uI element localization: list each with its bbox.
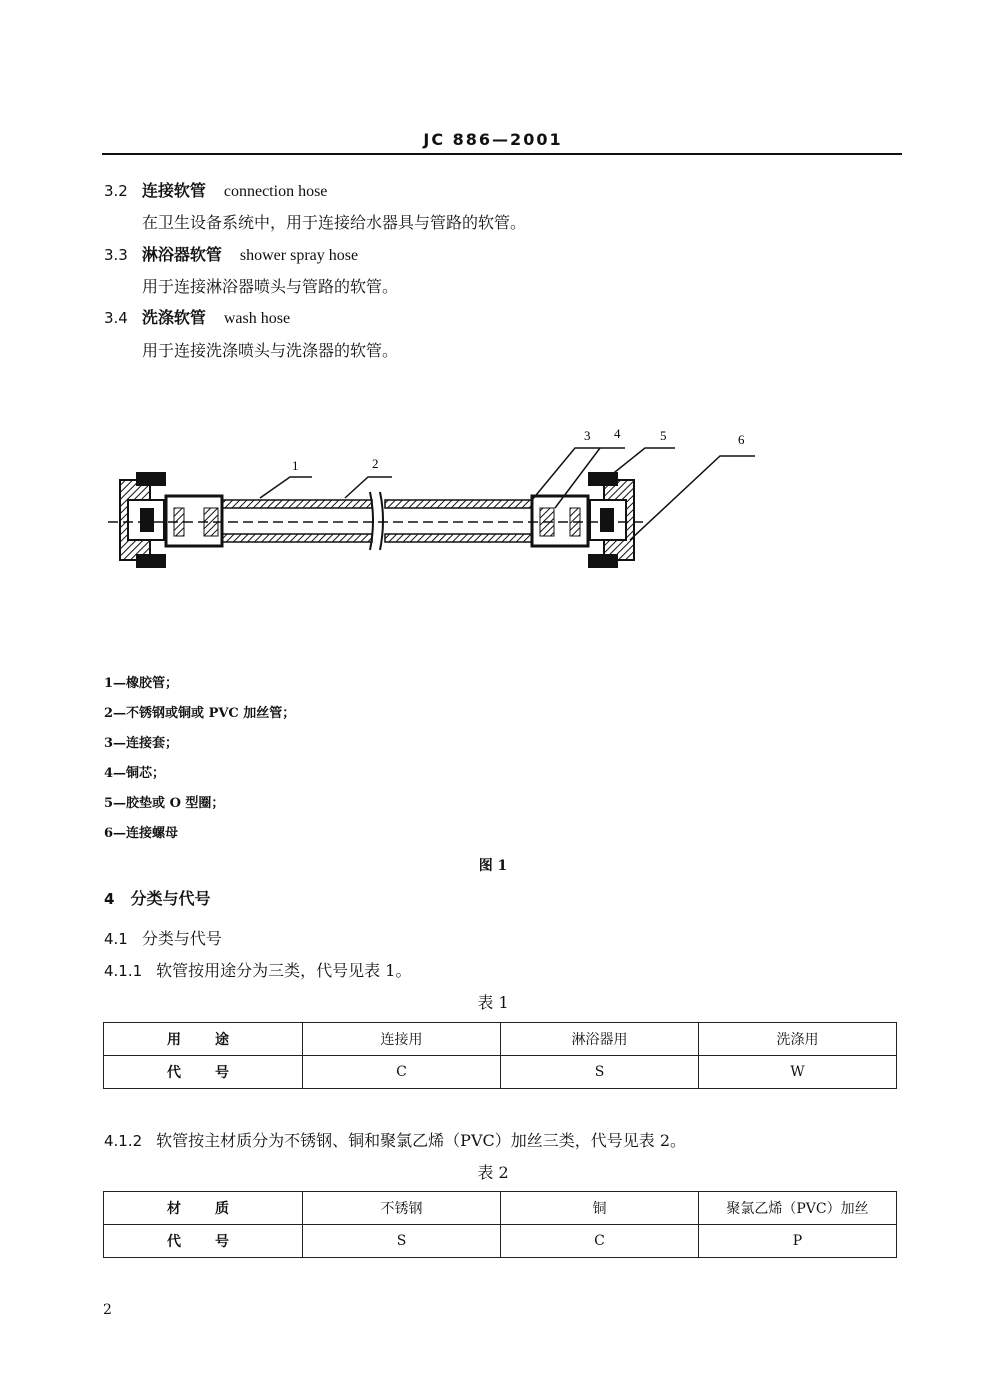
term-zh: 淋浴器软管 xyxy=(141,245,222,264)
table-row xyxy=(104,1192,897,1225)
callout-5: 5 xyxy=(660,428,667,443)
term-zh: 洗涤软管 xyxy=(141,308,206,327)
section-3-3-heading xyxy=(104,242,358,265)
page-header: JC 886—2001 xyxy=(423,130,563,149)
section-number: 4.1.2 xyxy=(104,1132,143,1150)
legend-item: 5—胶垫或 O 型圈； xyxy=(104,796,225,811)
section-number: 4.1.1 xyxy=(104,962,143,980)
section-4-1-2 xyxy=(104,1128,686,1151)
table-cell: 洗涤用 xyxy=(699,1023,897,1056)
table-cell: 连接用 xyxy=(303,1023,501,1056)
table-1-title: 表 1 xyxy=(477,993,509,1012)
left-connection-sleeve xyxy=(166,496,222,546)
legend-item: 6—连接螺母 xyxy=(104,826,179,841)
section-number: 4 xyxy=(104,890,115,908)
hose-body-left xyxy=(222,500,372,542)
table-cell: C xyxy=(303,1056,501,1089)
section-3-2-desc: 在卫生设备系统中，用于连接给水器具与管路的软管。 xyxy=(142,213,527,232)
right-connection-nut xyxy=(588,472,634,568)
section-3-4-heading xyxy=(104,305,290,328)
section-title: 分类与代号 xyxy=(130,889,211,908)
table-2 xyxy=(103,1191,897,1258)
callout-3: 3 xyxy=(584,428,591,443)
table-1 xyxy=(103,1022,897,1089)
section-3-2-heading xyxy=(104,178,327,201)
right-connection-sleeve xyxy=(532,496,588,546)
left-connection-nut xyxy=(120,472,166,568)
table-cell: 代 号 xyxy=(104,1225,303,1258)
table-cell: S xyxy=(501,1056,699,1089)
section-4-heading xyxy=(104,886,210,909)
section-number: 3.4 xyxy=(104,309,128,327)
section-4-1-1 xyxy=(104,958,411,981)
paragraph-text: 软管按主材质分为不锈钢、铜和聚氯乙烯（PVC）加丝三类，代号见表 2。 xyxy=(156,1131,687,1150)
table-row xyxy=(104,1023,897,1056)
section-number: 4.1 xyxy=(104,930,128,948)
callout-1: 1 xyxy=(292,458,299,473)
term-en: wash hose xyxy=(223,310,291,327)
table-cell: 代 号 xyxy=(104,1056,303,1089)
hose-body-right xyxy=(385,500,535,542)
hose-diagram xyxy=(100,420,800,590)
legend-item: 4—铜芯； xyxy=(104,766,166,781)
table-cell: C xyxy=(501,1225,699,1258)
callout-4: 4 xyxy=(614,426,621,441)
callout-6: 6 xyxy=(738,432,745,447)
callout-2: 2 xyxy=(372,456,379,471)
term-zh: 连接软管 xyxy=(141,181,206,200)
table-row xyxy=(104,1056,897,1089)
section-3-3-desc: 用于连接淋浴器喷头与管路的软管。 xyxy=(142,277,399,296)
table-cell: P xyxy=(699,1225,897,1258)
legend-item: 2—不锈钢或铜或 PVC 加丝管； xyxy=(104,706,296,721)
table-cell: 材 质 xyxy=(104,1192,303,1225)
legend-item: 3—连接套； xyxy=(104,736,179,751)
page-number: 2 xyxy=(103,1302,112,1318)
paragraph-text: 软管按用途分为三类，代号见表 1。 xyxy=(156,961,412,980)
term-en: shower spray hose xyxy=(239,247,359,264)
section-3-4-desc: 用于连接洗涤喷头与洗涤器的软管。 xyxy=(142,341,399,360)
table-cell: W xyxy=(699,1056,897,1089)
table-cell: S xyxy=(303,1225,501,1258)
term-en: connection hose xyxy=(223,183,328,200)
table-cell: 用 途 xyxy=(104,1023,303,1056)
table-row xyxy=(104,1225,897,1258)
section-number: 3.3 xyxy=(104,246,128,264)
header-rule xyxy=(102,153,902,155)
table-cell: 聚氯乙烯（PVC）加丝 xyxy=(699,1192,897,1225)
section-number: 3.2 xyxy=(104,182,128,200)
table-cell: 淋浴器用 xyxy=(501,1023,699,1056)
figure-caption: 图 1 xyxy=(478,858,508,874)
table-2-title: 表 2 xyxy=(477,1163,509,1182)
table-cell: 铜 xyxy=(501,1192,699,1225)
table-cell: 不锈钢 xyxy=(303,1192,501,1225)
section-title: 分类与代号 xyxy=(141,929,222,948)
section-4-1-heading xyxy=(104,926,222,949)
legend-item: 1—橡胶管； xyxy=(104,676,179,691)
